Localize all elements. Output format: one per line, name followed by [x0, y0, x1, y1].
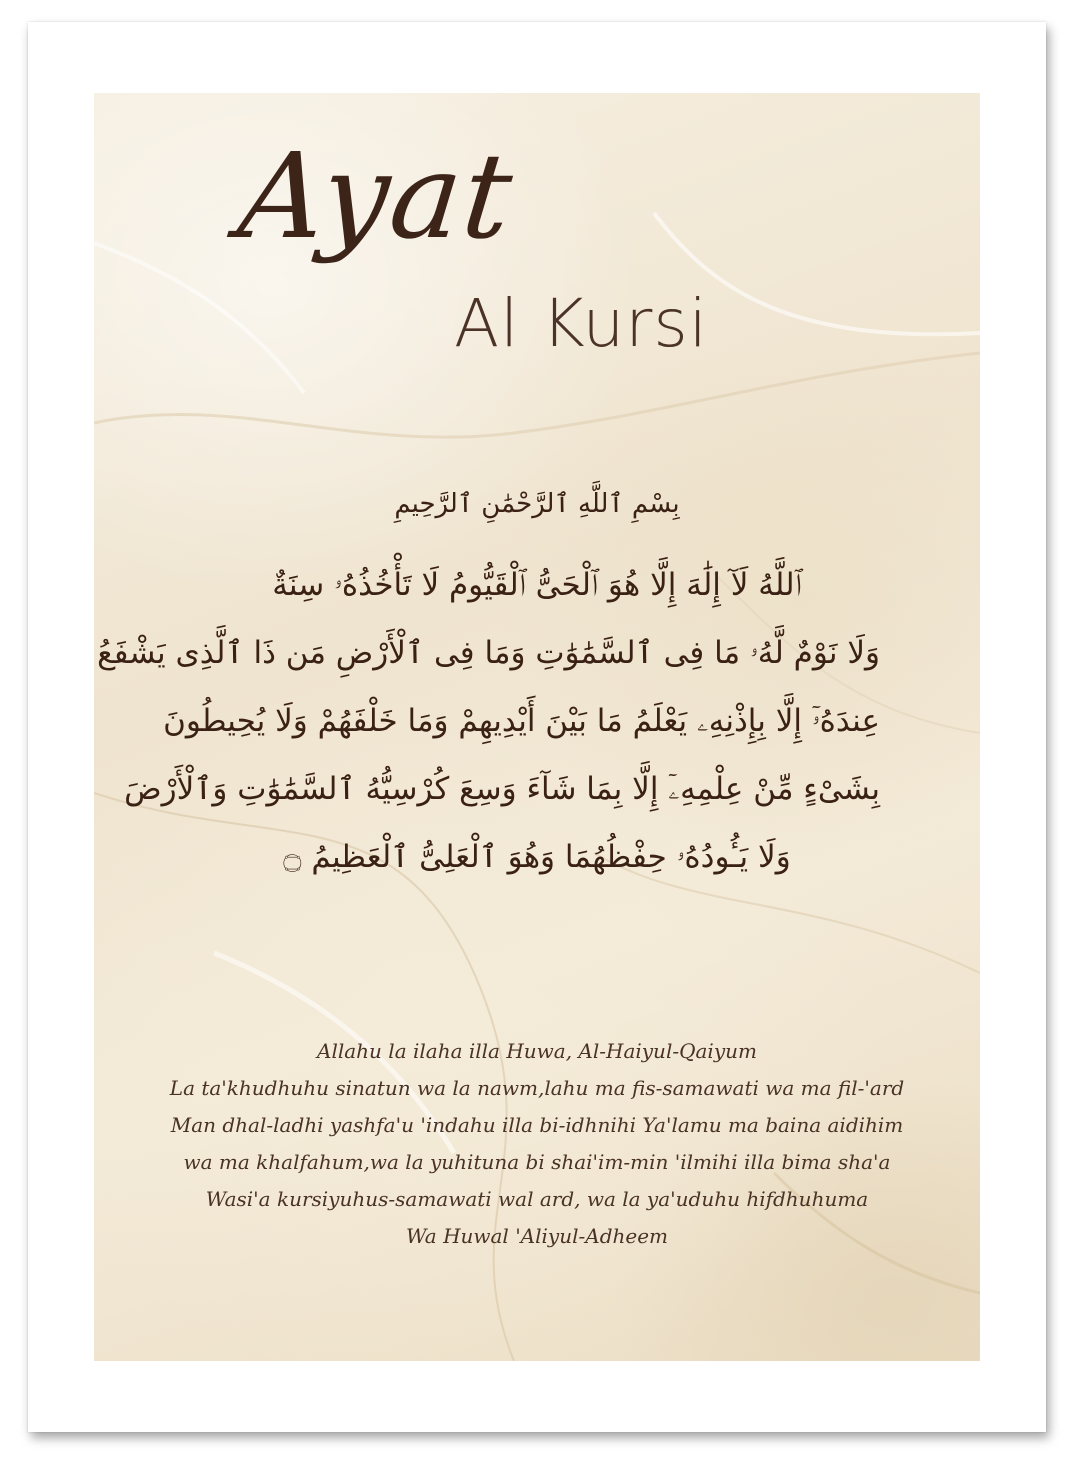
- transliteration-block: [134, 1033, 940, 1255]
- arabic-line: وَلَا نَوْمٌ لَّهُۥ مَا فِى ٱلسَّمَٰوَٰتِ وَمَا فِى ٱلْأَرْضِ مَن ذَا ٱلَّذِى يَشْفَعُ: [97, 635, 880, 671]
- arabic-line: عِندَهُۥٓ إِلَّا بِإِذْنِهِۦ يَعْلَمُ مَا بَيْنَ أَيْدِيهِمْ وَمَا خَلْفَهُمْ وَلَا يُحِيطُونَ: [163, 703, 880, 739]
- title-al-kursi: Al Kursi: [454, 285, 709, 362]
- transliteration-line: Allahu la ilaha illa Huwa, Al-Haiyul-Qaiyum: [317, 1039, 757, 1063]
- arabic-verse: [97, 551, 880, 891]
- arabic-line: وَلَا يَـُٔودُهُۥ حِفْظُهُمَا وَهُوَ ٱلْعَلِىُّ ٱلْعَظِيمُ ۝: [283, 839, 791, 875]
- transliteration-line: Man dhal-ladhi yashfa'u 'indahu illa bi-idhnihi Ya'lamu ma baina aidihim: [170, 1113, 904, 1137]
- title-ayat: Ayat: [232, 127, 521, 265]
- transliteration-line: Wasi'a kursiyuhus-samawati wal ard, wa la ya'uduhu hifdhuhuma: [205, 1187, 869, 1211]
- arabic-line: بِشَىْءٍ مِّنْ عِلْمِهِۦٓ إِلَّا بِمَا شَآءَ وَسِعَ كُرْسِيُّهُ ٱلسَّمَٰوَٰتِ وَٱلْأَرْضَ: [124, 771, 880, 807]
- transliteration-line: Wa Huwal 'Aliyul-Adheem: [405, 1224, 669, 1248]
- transliteration-line: wa ma khalfahum,wa la yuhituna bi shai'im-min 'ilmihi illa bima sha'a: [183, 1150, 891, 1174]
- arabic-verse-block: [97, 489, 880, 891]
- arabic-line: ٱللَّهُ لَآ إِلَٰهَ إِلَّا هُوَ ٱلْحَىُّ ٱلْقَيُّومُ لَا تَأْخُذُهُۥ سِنَةٌ: [272, 567, 802, 603]
- transliteration-line: La ta'khudhuhu sinatun wa la nawm,lahu ma fis-samawati wa ma fil-'ard: [169, 1076, 905, 1100]
- marble-panel: [94, 93, 980, 1361]
- bismillah: بِسْمِ ٱللَّهِ ٱلرَّحْمَٰنِ ٱلرَّحِيمِ: [394, 489, 680, 519]
